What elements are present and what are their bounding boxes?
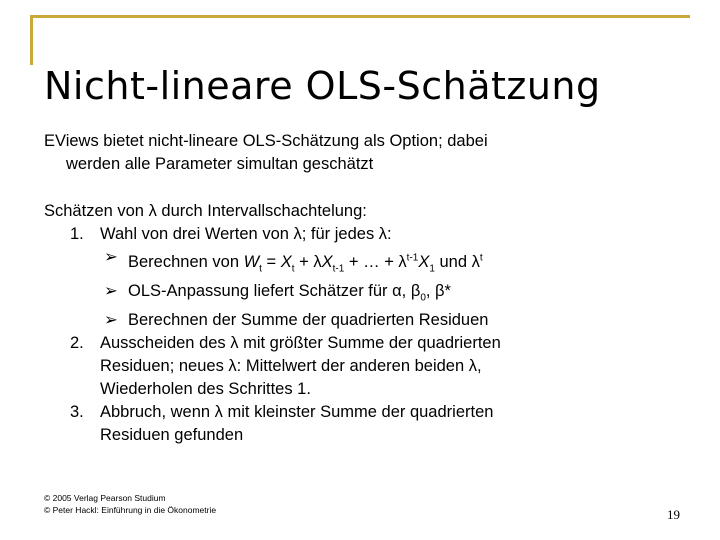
footer-line-1: © 2005 Verlag Pearson Studium xyxy=(44,493,166,503)
footer-line-2: © Peter Hackl: Einführung in die Ökonometrie xyxy=(44,505,217,515)
sub-item-text: Berechnen von $W_t = X_t + \lambda X_{t-1}$ + … + $\lambda^{t-1}X_1$ und $\lambda^t$ xyxy=(128,252,483,274)
sub-item-1 xyxy=(44,246,684,280)
sub-item-3 xyxy=(44,309,684,332)
list-item-2 xyxy=(44,332,684,401)
item-line: Residuen; neues λ: Mittelwert der anderen beiden λ, xyxy=(100,357,482,376)
intro-paragraph xyxy=(44,130,684,176)
sub-item-text: Berechnen der Summe der quadrierten Residuen xyxy=(128,311,489,330)
list-item-3 xyxy=(44,401,684,447)
list-item-1 xyxy=(44,223,684,246)
item-number: 2. xyxy=(70,334,84,353)
footer-copyright xyxy=(44,492,216,516)
item-line: Residuen gefunden xyxy=(100,426,244,445)
item-number: 3. xyxy=(70,403,84,422)
item-line: Wiederholen des Schrittes 1. xyxy=(100,380,311,399)
arrow-bullet-icon: ➢ xyxy=(104,311,118,330)
intro-line-2: werden alle Parameter simultan geschätzt xyxy=(66,155,374,173)
arrow-bullet-icon: ➢ xyxy=(104,248,118,266)
slide-content xyxy=(44,130,684,447)
page-number: 19 xyxy=(667,507,680,522)
slide-title: Nicht-lineare OLS-Schätzung xyxy=(44,64,601,108)
sub-item-2 xyxy=(44,280,684,309)
title-corner-frame xyxy=(30,15,690,65)
item-line: Ausscheiden des λ mit größter Summe der quadrierten xyxy=(100,334,501,353)
item-line: Abbruch, wenn λ mit kleinster Summe der quadrierten xyxy=(100,403,494,422)
method-block xyxy=(44,200,684,447)
item-text: Wahl von drei Werten von λ; für jedes λ: xyxy=(100,225,392,243)
sub-item-text: OLS-Anpassung liefert Schätzer für α, $\beta_0$, β* xyxy=(128,281,451,304)
item-number: 1. xyxy=(70,225,84,243)
arrow-bullet-icon: ➢ xyxy=(104,281,118,300)
schaetzen-heading: Schätzen von λ durch Intervallschachtelung: xyxy=(44,202,367,220)
intro-line-1: EViews bietet nicht-lineare OLS-Schätzung als Option; dabei xyxy=(44,132,488,150)
